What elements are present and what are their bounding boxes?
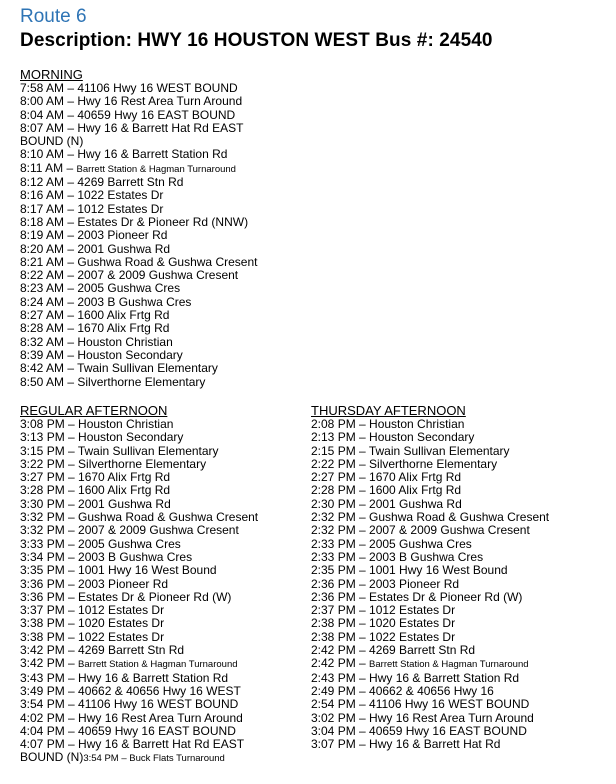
schedule-line-text: 3:54 PM – 41106 Hwy 16 WEST BOUND: [20, 697, 239, 712]
schedule-line-text: 2:15 PM – Twain Sullivan Elementary: [311, 443, 510, 458]
schedule-line-text: 4:02 PM – Hwy 16 Rest Area Turn Around: [20, 710, 243, 725]
schedule-line: [20, 216, 257, 229]
schedule-line-text: 3:33 PM – 2005 Gushwa Cres: [20, 536, 181, 551]
schedule-line: [20, 672, 258, 685]
schedule-line: [20, 578, 258, 591]
schedule-line: [311, 578, 549, 591]
schedule-line: [20, 511, 258, 524]
schedule-line: [311, 685, 549, 698]
schedule-line-text: 8:22 AM – 2007 & 2009 Gushwa Cresent: [20, 268, 239, 283]
schedule-line: [20, 362, 257, 375]
schedule-line-note: Barrett Station & Hagman Turnaround: [78, 659, 238, 671]
schedule-line: [20, 498, 258, 511]
schedule-line-text: 2:36 PM – Estates Dr & Pioneer Rd (W): [311, 589, 523, 604]
schedule-line-text: BOUND (N): [20, 134, 84, 149]
schedule-line: [20, 458, 258, 471]
schedule-line-text: 3:32 PM – Gushwa Road & Gushwa Cresent: [20, 510, 259, 525]
schedule-line: [311, 484, 549, 497]
schedule-line: [20, 431, 258, 444]
schedule-line: [20, 135, 257, 148]
schedule-line-text: 8:23 AM – 2005 Gushwa Cres: [20, 281, 181, 296]
schedule-line: [311, 631, 549, 644]
morning-heading: MORNING: [20, 67, 83, 82]
schedule-line: [20, 256, 257, 269]
schedule-line: [20, 296, 257, 309]
schedule-line: [20, 445, 258, 458]
schedule-line: [20, 229, 257, 242]
schedule-line-text: 2:27 PM – 1670 Alix Frtg Rd: [311, 470, 462, 485]
schedule-line: [20, 282, 257, 295]
schedule-line-text: BOUND (N): [20, 750, 84, 765]
schedule-line-text: 3:38 PM – 1020 Estates Dr: [20, 616, 165, 631]
schedule-line-text: 2:35 PM – 1001 Hwy 16 West Bound: [311, 563, 508, 578]
schedule-line-text: 2:42 PM – 4269 Barrett Stn Rd: [311, 643, 476, 658]
schedule-line-text: 3:08 PM – Houston Christian: [20, 417, 174, 431]
schedule-line-text: 2:33 PM – 2005 Gushwa Cres: [311, 536, 472, 551]
schedule-line: [311, 445, 549, 458]
description-heading: Description: HWY 16 HOUSTON WEST Bus #: 24540: [20, 30, 493, 51]
thursday-afternoon-heading: THURSDAY AFTERNOON: [311, 403, 466, 418]
schedule-line-text: 8:04 AM – 40659 Hwy 16 EAST BOUND: [20, 107, 236, 122]
schedule-line-text: 8:21 AM – Gushwa Road & Gushwa Cresent: [20, 254, 258, 269]
schedule-line: [20, 322, 257, 335]
schedule-line: [20, 336, 257, 349]
schedule-line-text: 3:42 PM –: [20, 656, 79, 671]
schedule-line: [20, 109, 257, 122]
schedule-line-text: 3:42 PM – 4269 Barrett Stn Rd: [20, 643, 185, 658]
schedule-line-text: 3:35 PM – 1001 Hwy 16 West Bound: [20, 563, 217, 578]
schedule-line-note: 3:54 PM – Buck Flats Turnaround: [83, 753, 225, 765]
schedule-line-text: 8:28 AM – 1670 Alix Frtg Rd: [20, 321, 170, 336]
schedule-line-text: 8:12 AM – 4269 Barrett Stn Rd: [20, 175, 184, 190]
schedule-line: [20, 189, 257, 202]
schedule-line: [311, 564, 549, 577]
schedule-line-text: 3:27 PM – 1670 Alix Frtg Rd: [20, 470, 171, 485]
schedule-line: [311, 524, 549, 537]
schedule-line-text: 2:42 PM –: [311, 656, 370, 671]
schedule-line: [20, 203, 257, 216]
schedule-line-text: 2:37 PM – 1012 Estates Dr: [311, 603, 456, 618]
thursday-afternoon-schedule: [311, 404, 549, 751]
schedule-line-text: 2:32 PM – 2007 & 2009 Gushwa Cresent: [311, 523, 530, 538]
schedule-line: [311, 431, 549, 444]
schedule-line: [311, 538, 549, 551]
schedule-line-text: 2:38 PM – 1020 Estates Dr: [311, 616, 456, 631]
schedule-line-text: 2:43 PM – Hwy 16 & Barrett Station Rd: [311, 670, 520, 685]
schedule-line-text: 2:28 PM – 1600 Alix Frtg Rd: [311, 483, 462, 498]
schedule-line-text: 8:42 AM – Twain Sullivan Elementary: [20, 361, 218, 376]
schedule-line: [20, 751, 258, 765]
schedule-line: [311, 725, 549, 738]
schedule-line: [311, 657, 549, 671]
schedule-line-text: 8:16 AM – 1022 Estates Dr: [20, 188, 164, 203]
schedule-line-text: 8:50 AM – Silverthorne Elementary: [20, 374, 206, 389]
schedule-line-text: 2:36 PM – 2003 Pioneer Rd: [311, 576, 460, 591]
schedule-line-note: Barrett Station & Hagman Turnaround: [369, 659, 529, 671]
schedule-line: [311, 672, 549, 685]
schedule-line-text: 8:17 AM – 1012 Estates Dr: [20, 201, 164, 216]
schedule-line-text: 3:07 PM – Hwy 16 & Barrett Hat Rd: [311, 737, 501, 752]
schedule-line-text: 3:13 PM – Houston Secondary: [20, 430, 184, 445]
schedule-line-text: 3:36 PM – Estates Dr & Pioneer Rd (W): [20, 589, 232, 604]
schedule-line-text: 4:04 PM – 40659 Hwy 16 EAST BOUND: [20, 723, 236, 738]
schedule-line-text: 2:33 PM – 2003 B Gushwa Cres: [311, 549, 484, 564]
schedule-line: [20, 604, 258, 617]
schedule-line-text: 8:10 AM – Hwy 16 & Barrett Station Rd: [20, 147, 228, 162]
schedule-line-text: 8:24 AM – 2003 B Gushwa Cres: [20, 294, 192, 309]
schedule-line: [20, 631, 258, 644]
schedule-line: [20, 122, 257, 135]
schedule-line: [311, 712, 549, 725]
schedule-line-text: 2:32 PM – Gushwa Road & Gushwa Cresent: [311, 510, 550, 525]
schedule-line: [20, 524, 258, 537]
schedule-line: [20, 471, 258, 484]
schedule-line: [20, 644, 258, 657]
schedule-line: [311, 551, 549, 564]
schedule-line: [20, 564, 258, 577]
schedule-line-text: 3:04 PM – 40659 Hwy 16 EAST BOUND: [311, 723, 527, 738]
morning-schedule: [20, 68, 257, 389]
schedule-line-text: 3:28 PM – 1600 Alix Frtg Rd: [20, 483, 171, 498]
schedule-line-text: 2:49 PM – 40662 & 40656 Hwy 16: [311, 683, 494, 698]
schedule-line-text: 8:11 AM –: [20, 160, 77, 175]
schedule-line: [311, 498, 549, 511]
regular-afternoon-heading: REGULAR AFTERNOON: [20, 403, 168, 418]
schedule-line: [311, 418, 549, 431]
schedule-line-text: 8:00 AM – Hwy 16 Rest Area Turn Around: [20, 94, 243, 109]
schedule-line: [20, 551, 258, 564]
schedule-line: [20, 176, 257, 189]
schedule-line: [20, 725, 258, 738]
schedule-line: [20, 657, 258, 671]
schedule-line-text: 2:22 PM – Silverthorne Elementary: [311, 456, 498, 471]
schedule-line: [20, 712, 258, 725]
schedule-line-text: 3:38 PM – 1022 Estates Dr: [20, 629, 165, 644]
schedule-line: [20, 82, 257, 95]
schedule-line: [20, 617, 258, 630]
schedule-line: [311, 644, 549, 657]
schedule-line-text: 3:02 PM – Hwy 16 Rest Area Turn Around: [311, 710, 534, 725]
schedule-line: [20, 376, 257, 389]
schedule-line: [20, 162, 257, 176]
schedule-line-text: 3:30 PM – 2001 Gushwa Rd: [20, 496, 171, 511]
schedule-line: [20, 591, 258, 604]
schedule-line-text: 3:49 PM – 40662 & 40656 Hwy 16 WEST: [20, 683, 241, 698]
regular-afternoon-schedule: [20, 404, 258, 766]
schedule-line-text: 2:08 PM – Houston Christian: [311, 417, 465, 431]
schedule-line-text: 2:38 PM – 1022 Estates Dr: [311, 629, 456, 644]
schedule-line-text: 3:36 PM – 2003 Pioneer Rd: [20, 576, 169, 591]
schedule-line-text: 3:32 PM – 2007 & 2009 Gushwa Cresent: [20, 523, 239, 538]
schedule-line-text: 3:34 PM – 2003 B Gushwa Cres: [20, 549, 193, 564]
schedule-line: [311, 458, 549, 471]
schedule-line-text: 2:30 PM – 2001 Gushwa Rd: [311, 496, 462, 511]
schedule-line-note: Barrett Station & Hagman Turnaround: [76, 163, 236, 175]
schedule-line: [20, 309, 257, 322]
schedule-line-text: 8:18 AM – Estates Dr & Pioneer Rd (NNW): [20, 214, 249, 229]
schedule-line-text: 3:43 PM – Hwy 16 & Barrett Station Rd: [20, 670, 229, 685]
schedule-line: [311, 591, 549, 604]
schedule-line-text: 8:32 AM – Houston Christian: [20, 334, 173, 349]
schedule-line: [311, 617, 549, 630]
schedule-line-text: 8:39 AM – Houston Secondary: [20, 347, 183, 362]
schedule-line: [20, 95, 257, 108]
schedule-line: [20, 698, 258, 711]
schedule-line-text: 8:07 AM – Hwy 16 & Barrett Hat Rd EAST: [20, 120, 244, 135]
schedule-line-text: 3:37 PM – 1012 Estates Dr: [20, 603, 165, 618]
schedule-line-text: 4:07 PM – Hwy 16 & Barrett Hat Rd EAST: [20, 737, 245, 752]
schedule-line: [311, 738, 549, 751]
schedule-line-text: 2:13 PM – Houston Secondary: [311, 430, 475, 445]
schedule-line-text: 8:20 AM – 2001 Gushwa Rd: [20, 241, 171, 256]
schedule-line: [311, 698, 549, 711]
schedule-line: [311, 511, 549, 524]
schedule-line: [20, 418, 258, 431]
schedule-line: [20, 243, 257, 256]
schedule-line: [20, 484, 258, 497]
schedule-line: [20, 685, 258, 698]
route-title: Route 6: [20, 6, 87, 27]
schedule-line: [20, 538, 258, 551]
schedule-line-text: 3:22 PM – Silverthorne Elementary: [20, 456, 207, 471]
schedule-line: [20, 269, 257, 282]
schedule-line: [311, 471, 549, 484]
schedule-line: [311, 604, 549, 617]
schedule-line: [20, 349, 257, 362]
schedule-line-text: 7:58 AM – 41106 Hwy 16 WEST BOUND: [20, 81, 238, 95]
schedule-line-text: 3:15 PM – Twain Sullivan Elementary: [20, 443, 219, 458]
schedule-line-text: 2:54 PM – 41106 Hwy 16 WEST BOUND: [311, 697, 530, 712]
schedule-line-text: 8:27 AM – 1600 Alix Frtg Rd: [20, 308, 170, 323]
schedule-line-text: 8:19 AM – 2003 Pioneer Rd: [20, 228, 168, 243]
schedule-line: [20, 148, 257, 161]
schedule-line: [20, 738, 258, 751]
